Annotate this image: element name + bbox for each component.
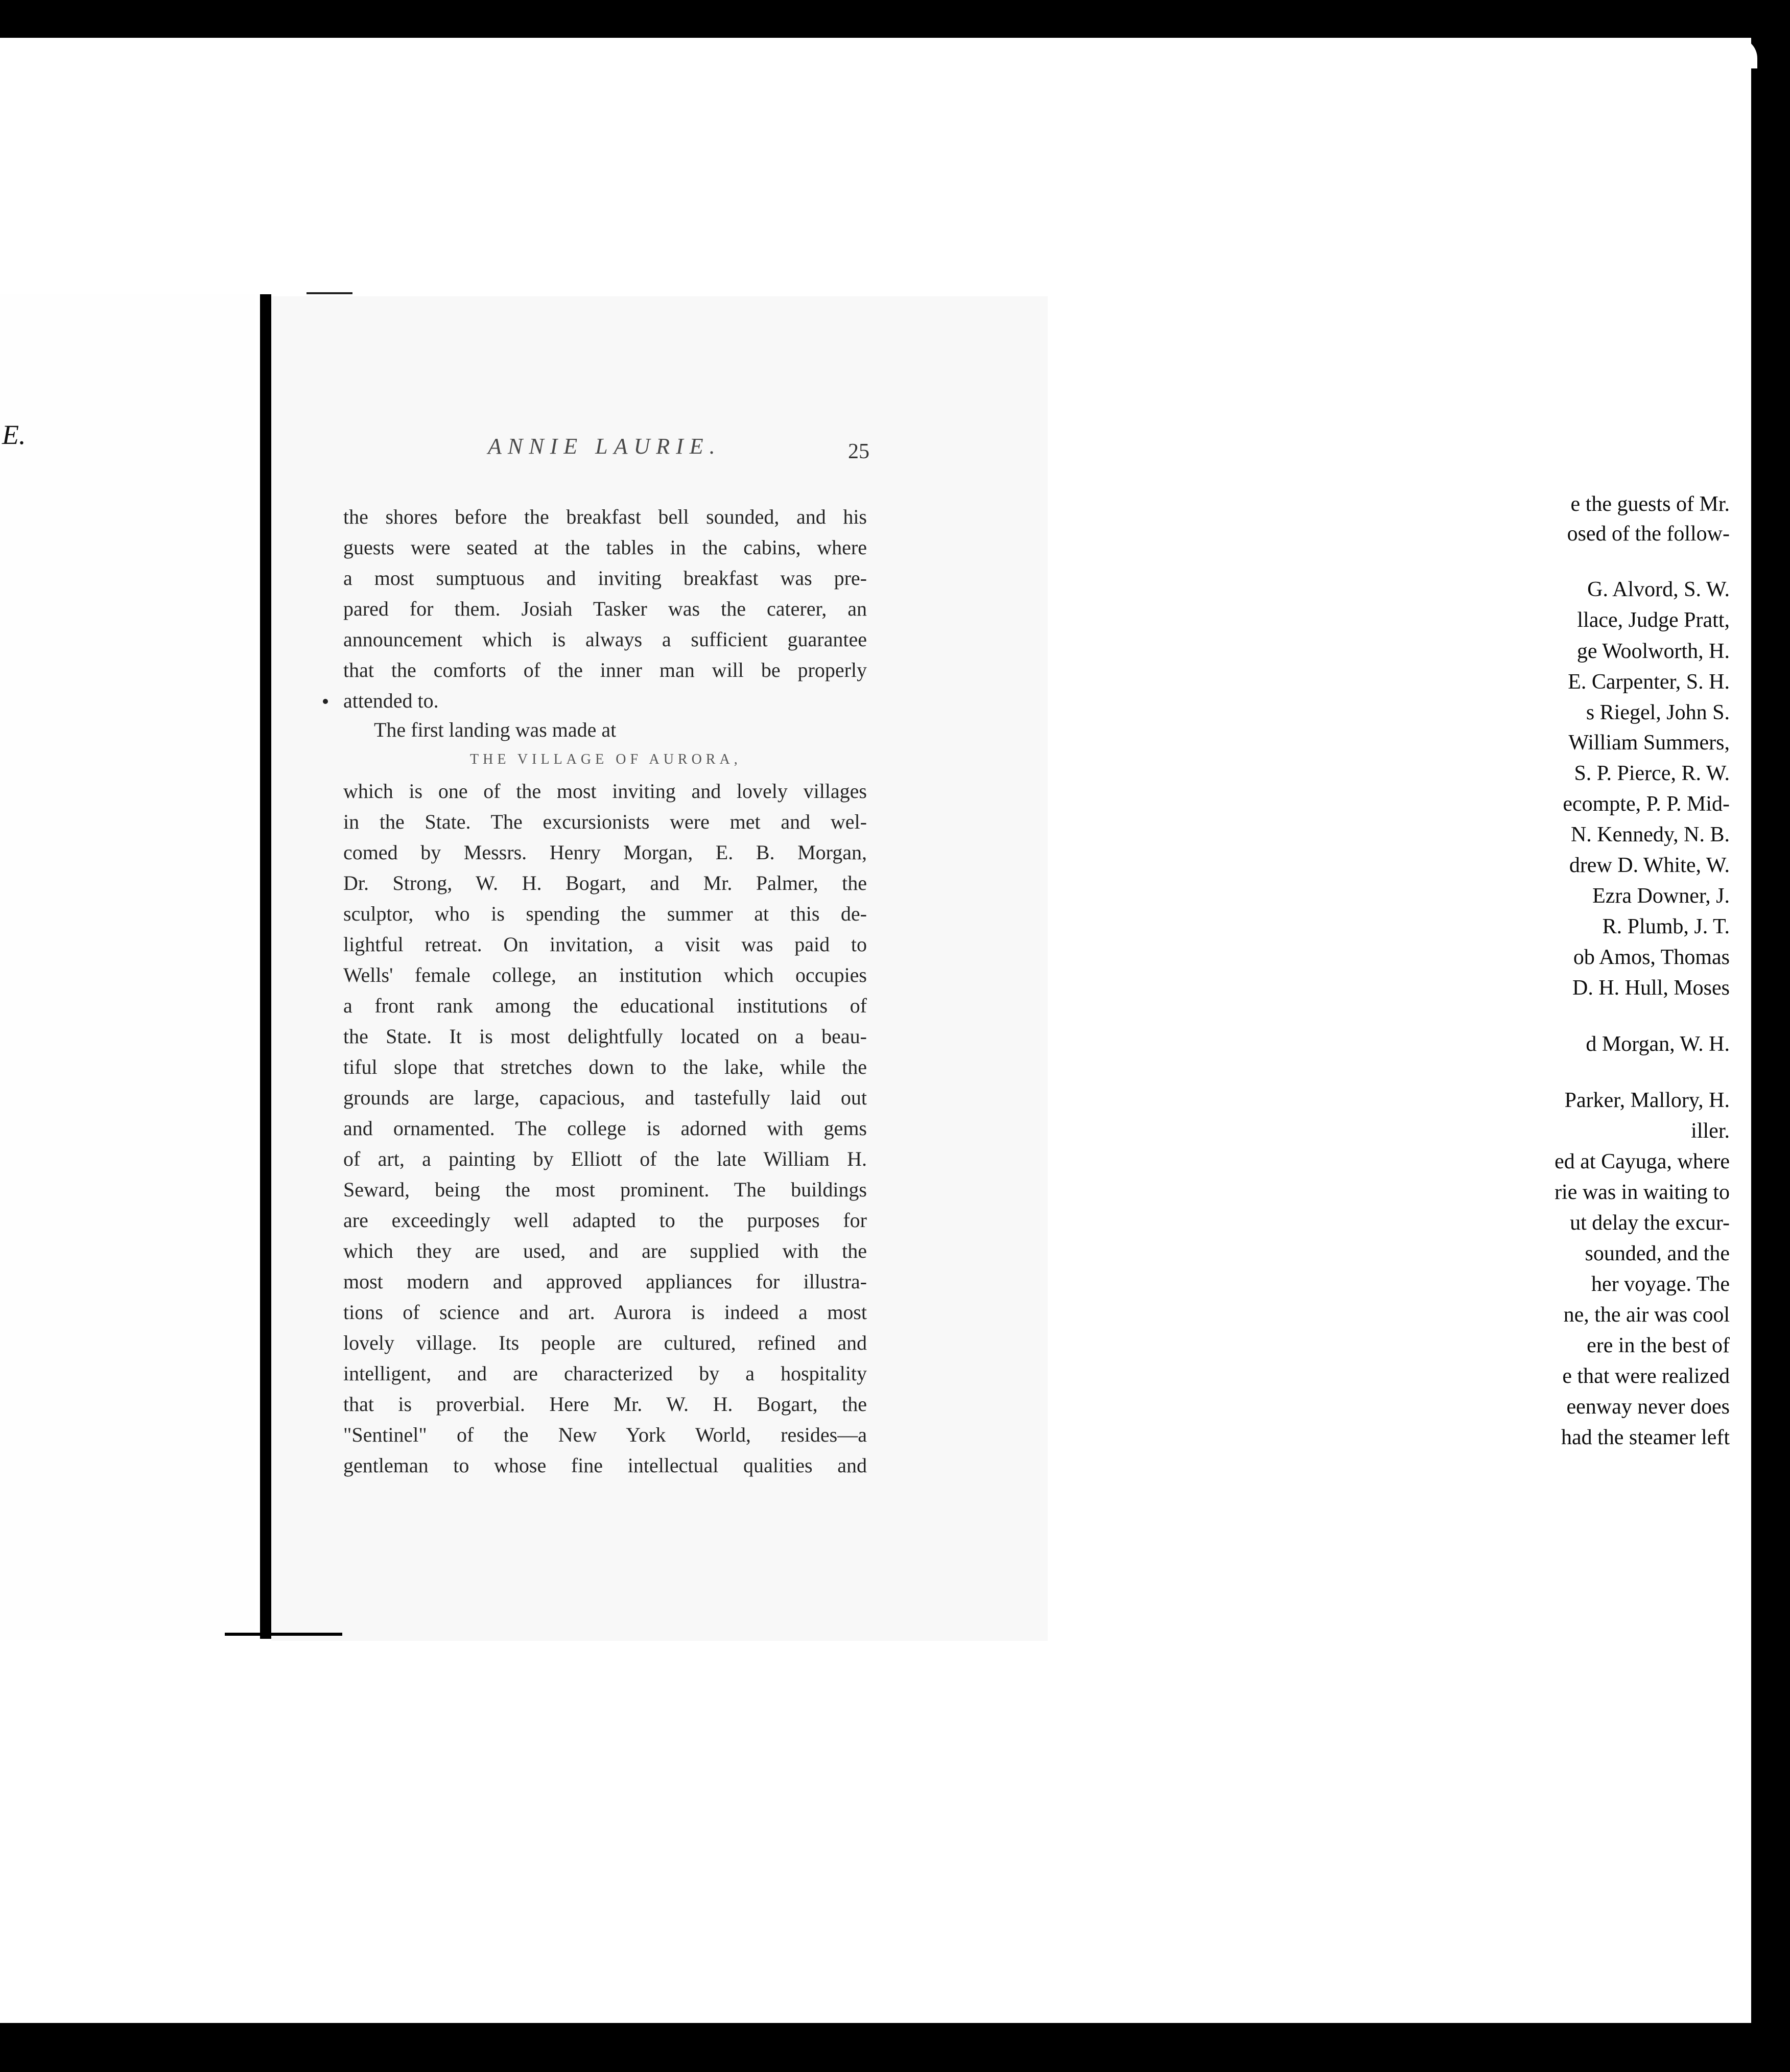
page-number: 25 [848, 440, 869, 463]
text-line: comed by Messrs. Henry Morgan, E. B. Morgan, [343, 841, 867, 864]
text-line: lovely village. Its people are cultured, refined and [343, 1331, 867, 1354]
left-page-line: eenway never does [1566, 1395, 1730, 1419]
text-line: gentleman to whose fine intellectual qualities and [343, 1454, 867, 1477]
text-line: the shores before the breakfast bell sounded, and his [343, 505, 867, 528]
left-page-line: llace, Judge Pratt, [1577, 608, 1730, 632]
left-page-line: s Riegel, John S. [1586, 701, 1730, 724]
left-page-line: R. Plumb, J. T. [1602, 915, 1730, 938]
text-line: of art, a painting by Elliott of the late William H. [343, 1147, 867, 1170]
text-line: Dr. Strong, W. H. Bogart, and Mr. Palmer, the [343, 872, 867, 894]
scan-border-bottom [0, 2023, 1790, 2072]
section-heading: THE VILLAGE OF AURORA, [470, 751, 742, 767]
text-line: and ornamented. The college is adorned with gems [343, 1117, 867, 1140]
text-line: grounds are large, capacious, and tastefully laid out [343, 1086, 867, 1109]
left-page-line: ed at Cayuga, where [1555, 1150, 1730, 1173]
text-line: "Sentinel" of the New York World, resides—a [343, 1423, 867, 1446]
text-line: lightful retreat. On invitation, a visit was paid to [343, 933, 867, 956]
text-line: The first landing was made at [374, 718, 617, 741]
scan-border-top [0, 0, 1790, 38]
text-line: a front rank among the educational institutions of [343, 994, 867, 1017]
spine-mark [225, 1633, 342, 1636]
left-page-line: osed of the follow- [1567, 522, 1730, 546]
text-line: guests were seated at the tables in the cabins, where [343, 536, 867, 559]
text-line: a most sumptuous and inviting breakfast was pre- [343, 567, 867, 590]
left-page-line: e that were realized [1562, 1364, 1730, 1388]
left-page-line: had the steamer left [1561, 1426, 1730, 1449]
spine-mark [307, 292, 352, 294]
book-spine [260, 294, 271, 1639]
text-line: announcement which is always a sufficient guarantee [343, 628, 867, 651]
left-page-line: E. Carpenter, S. H. [1568, 670, 1730, 694]
text-line: intelligent, and are characterized by a hospitality [343, 1362, 867, 1385]
left-page-line: ob Amos, Thomas [1573, 946, 1730, 969]
left-page-line: N. Kennedy, N. B. [1570, 823, 1730, 846]
left-page-line: ge Woolworth, H. [1576, 640, 1730, 663]
left-page-line: S. P. Pierce, R. W. [1574, 762, 1730, 785]
left-page-line: ere in the best of [1587, 1334, 1730, 1357]
text-line: are exceedingly well adapted to the purposes for [343, 1209, 867, 1232]
left-page-line: her voyage. The [1591, 1273, 1730, 1296]
margin-mark [323, 699, 328, 704]
left-running-head: E. [2, 419, 26, 450]
text-line: most modern and approved appliances for illustra- [343, 1270, 867, 1293]
left-page-line: sounded, and the [1585, 1242, 1730, 1265]
left-page-line: William Summers, [1568, 731, 1730, 755]
left-page-line: G. Alvord, S. W. [1587, 578, 1730, 601]
scan-border-right [1751, 38, 1790, 2072]
left-page-line: ut delay the excur- [1570, 1211, 1730, 1235]
text-line: Wells' female college, an institution which occupies [343, 963, 867, 986]
left-page-line: rie was in waiting to [1555, 1181, 1730, 1204]
text-line: pared for them. Josiah Tasker was the caterer, an [343, 597, 867, 620]
text-line: which they are used, and are supplied with the [343, 1239, 867, 1262]
text-line: that the comforts of the inner man will be properly [343, 658, 867, 681]
text-line: tiful slope that stretches down to the lake, while the [343, 1055, 867, 1078]
text-line: the State. It is most delightfully located on a beau- [343, 1025, 867, 1048]
text-line: sculptor, who is spending the summer at this de- [343, 902, 867, 925]
text-line: in the State. The excursionists were met and wel- [343, 810, 867, 833]
text-line: that is proverbial. Here Mr. W. H. Bogart, the [343, 1393, 867, 1416]
text-line: attended to. [343, 689, 439, 712]
left-page-line: d Morgan, W. H. [1586, 1032, 1730, 1056]
left-page-line: D. H. Hull, Moses [1572, 976, 1730, 1000]
left-page-line: ecompte, P. P. Mid- [1563, 792, 1730, 816]
left-page-line: drew D. White, W. [1569, 854, 1730, 877]
left-page-line: e the guests of Mr. [1570, 492, 1730, 516]
running-head: ANNIE LAURIE. [488, 434, 721, 459]
text-line: Seward, being the most prominent. The buildings [343, 1178, 867, 1201]
left-page-line: Ezra Downer, J. [1592, 884, 1730, 908]
left-page-line: Parker, Mallory, H. [1564, 1089, 1730, 1112]
left-page-line: ne, the air was cool [1563, 1303, 1730, 1327]
text-line: which is one of the most inviting and lovely villages [343, 780, 867, 803]
text-line: tions of science and art. Aurora is indeed a most [343, 1301, 867, 1324]
left-page [0, 294, 255, 1640]
left-page-line: iller. [1691, 1119, 1730, 1143]
